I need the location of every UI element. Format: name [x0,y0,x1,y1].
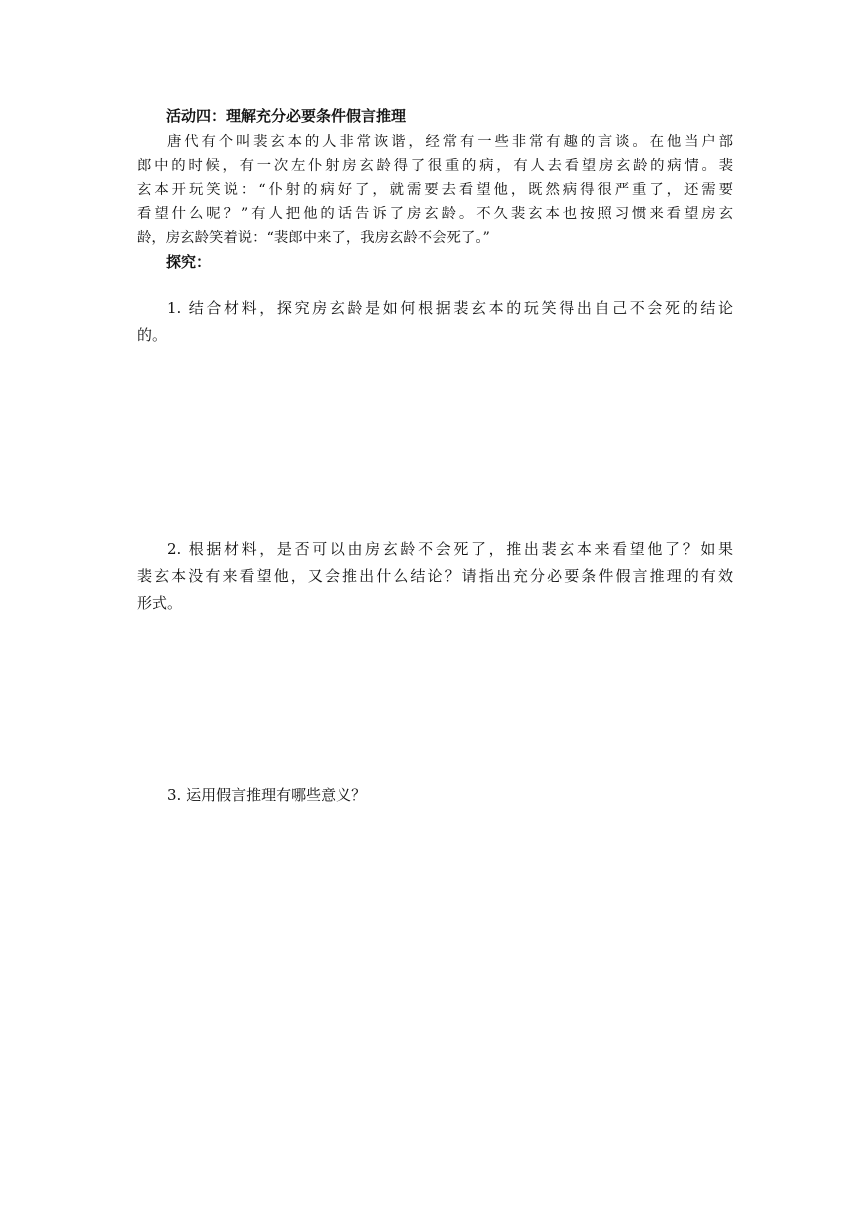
question-line: 形式。 [137,594,183,612]
story-paragraph [137,130,733,250]
story-line: 看望什么呢？”有人把他的话告诉了房玄龄。不久裴玄本也按照习惯来看望房玄 [137,206,733,222]
question-1 [137,295,733,349]
story-line: 龄，房玄龄笑着说：“裴郎中来了，我房玄龄不会死了。” [137,230,490,246]
question-line: 2. 根据材料，是否可以由房玄龄不会死了，推出裴玄本来看望他了？如果 [167,540,733,558]
question-3 [137,782,733,809]
question-line: 的。 [137,326,168,344]
story-line: 玄本开玩笑说：“仆射的病好了，就需要去看望他，既然病得很严重了，还需要 [137,182,733,198]
story-line: 唐代有个叫裴玄本的人非常诙谐，经常有一些非常有趣的言谈。在他当户部 [167,134,733,150]
question-line: 裴玄本没有来看望他，又会推出什么结论？请指出充分必要条件假言推理的有效 [137,567,733,585]
question-line: 1. 结合材料，探究房玄龄是如何根据裴玄本的玩笑得出自己不会死的结论 [167,299,733,317]
activity-heading: 活动四：理解充分必要条件假言推理 [166,107,407,125]
inquiry-label: 探究： [166,253,212,271]
question-line: 3. 运用假言推理有哪些意义？ [167,786,367,804]
story-line: 郎中的时候，有一次左仆射房玄龄得了很重的病，有人去看望房玄龄的病情。裴 [137,158,733,174]
question-2 [137,536,733,617]
